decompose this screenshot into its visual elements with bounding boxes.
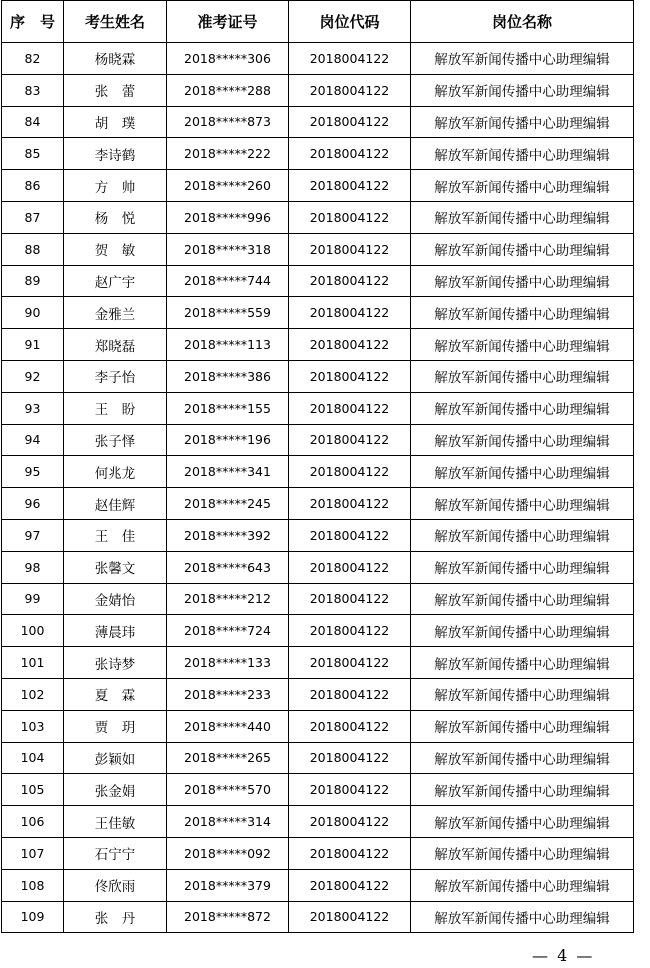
cell-exam-id: 2018*****744	[167, 265, 289, 297]
cell-name: 李诗鹤	[64, 138, 167, 170]
cell-name: 赵广宇	[64, 265, 167, 297]
cell-name: 方 帅	[64, 170, 167, 202]
cell-seq: 94	[2, 424, 64, 456]
cell-post-title: 解放军新闻传播中心助理编辑	[411, 869, 634, 901]
cell-exam-id: 2018*****724	[167, 615, 289, 647]
table-header	[2, 1, 634, 43]
cell-post-title: 解放军新闻传播中心助理编辑	[411, 201, 634, 233]
table-row	[2, 488, 634, 520]
cell-post-code: 2018004122	[289, 360, 411, 392]
cell-post-code: 2018004122	[289, 456, 411, 488]
cell-name: 张金娟	[64, 774, 167, 806]
table-row	[2, 392, 634, 424]
cell-name: 何兆龙	[64, 456, 167, 488]
cell-post-title: 解放军新闻传播中心助理编辑	[411, 456, 634, 488]
table-row	[2, 901, 634, 933]
cell-post-title: 解放军新闻传播中心助理编辑	[411, 710, 634, 742]
cell-seq: 90	[2, 297, 64, 329]
cell-name: 张诗梦	[64, 647, 167, 679]
cell-post-code: 2018004122	[289, 901, 411, 933]
cell-seq: 107	[2, 837, 64, 869]
cell-exam-id: 2018*****288	[167, 74, 289, 106]
table-row	[2, 43, 634, 75]
table-row	[2, 742, 634, 774]
cell-post-title: 解放军新闻传播中心助理编辑	[411, 265, 634, 297]
cell-exam-id: 2018*****314	[167, 806, 289, 838]
cell-seq: 93	[2, 392, 64, 424]
table-row	[2, 806, 634, 838]
cell-seq: 84	[2, 106, 64, 138]
cell-post-code: 2018004122	[289, 806, 411, 838]
cell-post-title: 解放军新闻传播中心助理编辑	[411, 615, 634, 647]
cell-post-title: 解放军新闻传播中心助理编辑	[411, 74, 634, 106]
cell-seq: 98	[2, 551, 64, 583]
cell-seq: 92	[2, 360, 64, 392]
cell-exam-id: 2018*****570	[167, 774, 289, 806]
cell-post-code: 2018004122	[289, 170, 411, 202]
cell-post-title: 解放军新闻传播中心助理编辑	[411, 647, 634, 679]
cell-post-title: 解放军新闻传播中心助理编辑	[411, 170, 634, 202]
cell-exam-id: 2018*****212	[167, 583, 289, 615]
table-body	[2, 43, 634, 933]
cell-seq: 95	[2, 456, 64, 488]
table-row	[2, 170, 634, 202]
cell-name: 杨 悦	[64, 201, 167, 233]
table-row	[2, 647, 634, 679]
cell-exam-id: 2018*****379	[167, 869, 289, 901]
header-seq: 序 号	[2, 1, 64, 43]
table-row	[2, 837, 634, 869]
cell-seq: 86	[2, 170, 64, 202]
cell-seq: 102	[2, 678, 64, 710]
cell-seq: 105	[2, 774, 64, 806]
cell-exam-id: 2018*****559	[167, 297, 289, 329]
cell-name: 王 佳	[64, 519, 167, 551]
cell-name: 夏 霖	[64, 678, 167, 710]
cell-post-title: 解放军新闻传播中心助理编辑	[411, 742, 634, 774]
cell-seq: 109	[2, 901, 64, 933]
cell-seq: 83	[2, 74, 64, 106]
cell-seq: 96	[2, 488, 64, 520]
table-row	[2, 678, 634, 710]
cell-exam-id: 2018*****872	[167, 901, 289, 933]
cell-exam-id: 2018*****113	[167, 329, 289, 361]
cell-post-code: 2018004122	[289, 329, 411, 361]
cell-seq: 85	[2, 138, 64, 170]
cell-seq: 104	[2, 742, 64, 774]
cell-name: 金婧怡	[64, 583, 167, 615]
cell-post-code: 2018004122	[289, 869, 411, 901]
cell-post-title: 解放军新闻传播中心助理编辑	[411, 329, 634, 361]
cell-name: 郑晓磊	[64, 329, 167, 361]
cell-seq: 82	[2, 43, 64, 75]
cell-exam-id: 2018*****265	[167, 742, 289, 774]
cell-post-title: 解放军新闻传播中心助理编辑	[411, 519, 634, 551]
cell-post-code: 2018004122	[289, 201, 411, 233]
cell-seq: 100	[2, 615, 64, 647]
cell-post-code: 2018004122	[289, 615, 411, 647]
cell-post-title: 解放军新闻传播中心助理编辑	[411, 43, 634, 75]
cell-post-title: 解放军新闻传播中心助理编辑	[411, 106, 634, 138]
table-row	[2, 519, 634, 551]
table-row	[2, 583, 634, 615]
header-name: 考生姓名	[64, 1, 167, 43]
table-row	[2, 615, 634, 647]
cell-name: 佟欣雨	[64, 869, 167, 901]
cell-name: 张 丹	[64, 901, 167, 933]
cell-seq: 88	[2, 233, 64, 265]
page-number: — 4 —	[532, 946, 595, 965]
cell-exam-id: 2018*****306	[167, 43, 289, 75]
cell-name: 胡 璞	[64, 106, 167, 138]
cell-name: 张 蕾	[64, 74, 167, 106]
cell-post-code: 2018004122	[289, 710, 411, 742]
cell-post-code: 2018004122	[289, 774, 411, 806]
cell-post-code: 2018004122	[289, 424, 411, 456]
cell-post-code: 2018004122	[289, 488, 411, 520]
cell-post-code: 2018004122	[289, 519, 411, 551]
cell-exam-id: 2018*****341	[167, 456, 289, 488]
cell-post-title: 解放军新闻传播中心助理编辑	[411, 392, 634, 424]
cell-post-code: 2018004122	[289, 233, 411, 265]
cell-name: 金雅兰	[64, 297, 167, 329]
cell-exam-id: 2018*****222	[167, 138, 289, 170]
cell-seq: 87	[2, 201, 64, 233]
cell-exam-id: 2018*****392	[167, 519, 289, 551]
header-row	[2, 1, 634, 43]
cell-name: 石宁宁	[64, 837, 167, 869]
cell-name: 赵佳辉	[64, 488, 167, 520]
cell-post-title: 解放军新闻传播中心助理编辑	[411, 901, 634, 933]
cell-seq: 101	[2, 647, 64, 679]
table-row	[2, 201, 634, 233]
cell-exam-id: 2018*****196	[167, 424, 289, 456]
cell-seq: 106	[2, 806, 64, 838]
cell-seq: 108	[2, 869, 64, 901]
cell-name: 杨晓霖	[64, 43, 167, 75]
cell-post-code: 2018004122	[289, 74, 411, 106]
cell-seq: 97	[2, 519, 64, 551]
cell-post-title: 解放军新闻传播中心助理编辑	[411, 488, 634, 520]
table-row	[2, 74, 634, 106]
cell-post-code: 2018004122	[289, 265, 411, 297]
cell-exam-id: 2018*****233	[167, 678, 289, 710]
cell-seq: 91	[2, 329, 64, 361]
cell-exam-id: 2018*****386	[167, 360, 289, 392]
cell-seq: 89	[2, 265, 64, 297]
cell-post-title: 解放军新闻传播中心助理编辑	[411, 233, 634, 265]
cell-exam-id: 2018*****133	[167, 647, 289, 679]
cell-post-title: 解放军新闻传播中心助理编辑	[411, 583, 634, 615]
cell-post-code: 2018004122	[289, 742, 411, 774]
cell-post-code: 2018004122	[289, 837, 411, 869]
table-row	[2, 106, 634, 138]
cell-exam-id: 2018*****996	[167, 201, 289, 233]
cell-post-code: 2018004122	[289, 647, 411, 679]
table-row	[2, 774, 634, 806]
header-exam-id: 准考证号	[167, 1, 289, 43]
cell-post-code: 2018004122	[289, 678, 411, 710]
cell-exam-id: 2018*****092	[167, 837, 289, 869]
cell-exam-id: 2018*****318	[167, 233, 289, 265]
table-row	[2, 456, 634, 488]
cell-post-code: 2018004122	[289, 43, 411, 75]
cell-post-title: 解放军新闻传播中心助理编辑	[411, 360, 634, 392]
table-row	[2, 138, 634, 170]
table-row	[2, 329, 634, 361]
cell-name: 张子怿	[64, 424, 167, 456]
cell-exam-id: 2018*****873	[167, 106, 289, 138]
cell-name: 贾 玥	[64, 710, 167, 742]
table-row	[2, 551, 634, 583]
cell-exam-id: 2018*****155	[167, 392, 289, 424]
cell-post-title: 解放军新闻传播中心助理编辑	[411, 138, 634, 170]
table-row	[2, 233, 634, 265]
cell-post-code: 2018004122	[289, 583, 411, 615]
cell-exam-id: 2018*****643	[167, 551, 289, 583]
cell-post-title: 解放军新闻传播中心助理编辑	[411, 837, 634, 869]
cell-post-title: 解放军新闻传播中心助理编辑	[411, 297, 634, 329]
header-post-title: 岗位名称	[411, 1, 634, 43]
header-post-code: 岗位代码	[289, 1, 411, 43]
cell-post-code: 2018004122	[289, 106, 411, 138]
table-row	[2, 297, 634, 329]
cell-post-title: 解放军新闻传播中心助理编辑	[411, 774, 634, 806]
cell-exam-id: 2018*****245	[167, 488, 289, 520]
cell-name: 王 盼	[64, 392, 167, 424]
cell-name: 张馨文	[64, 551, 167, 583]
cell-name: 彭颖如	[64, 742, 167, 774]
table-row	[2, 360, 634, 392]
cell-post-title: 解放军新闻传播中心助理编辑	[411, 678, 634, 710]
cell-seq: 103	[2, 710, 64, 742]
cell-post-title: 解放军新闻传播中心助理编辑	[411, 806, 634, 838]
cell-name: 贺 敏	[64, 233, 167, 265]
cell-post-code: 2018004122	[289, 138, 411, 170]
table-row	[2, 424, 634, 456]
table-row	[2, 869, 634, 901]
cell-exam-id: 2018*****440	[167, 710, 289, 742]
cell-post-code: 2018004122	[289, 551, 411, 583]
table-row	[2, 265, 634, 297]
cell-post-title: 解放军新闻传播中心助理编辑	[411, 424, 634, 456]
cell-name: 薄晨玮	[64, 615, 167, 647]
table-row	[2, 710, 634, 742]
cell-post-code: 2018004122	[289, 297, 411, 329]
cell-seq: 99	[2, 583, 64, 615]
cell-name: 李子怡	[64, 360, 167, 392]
cell-exam-id: 2018*****260	[167, 170, 289, 202]
cell-name: 王佳敏	[64, 806, 167, 838]
candidate-table	[1, 0, 634, 933]
cell-post-code: 2018004122	[289, 392, 411, 424]
cell-post-title: 解放军新闻传播中心助理编辑	[411, 551, 634, 583]
